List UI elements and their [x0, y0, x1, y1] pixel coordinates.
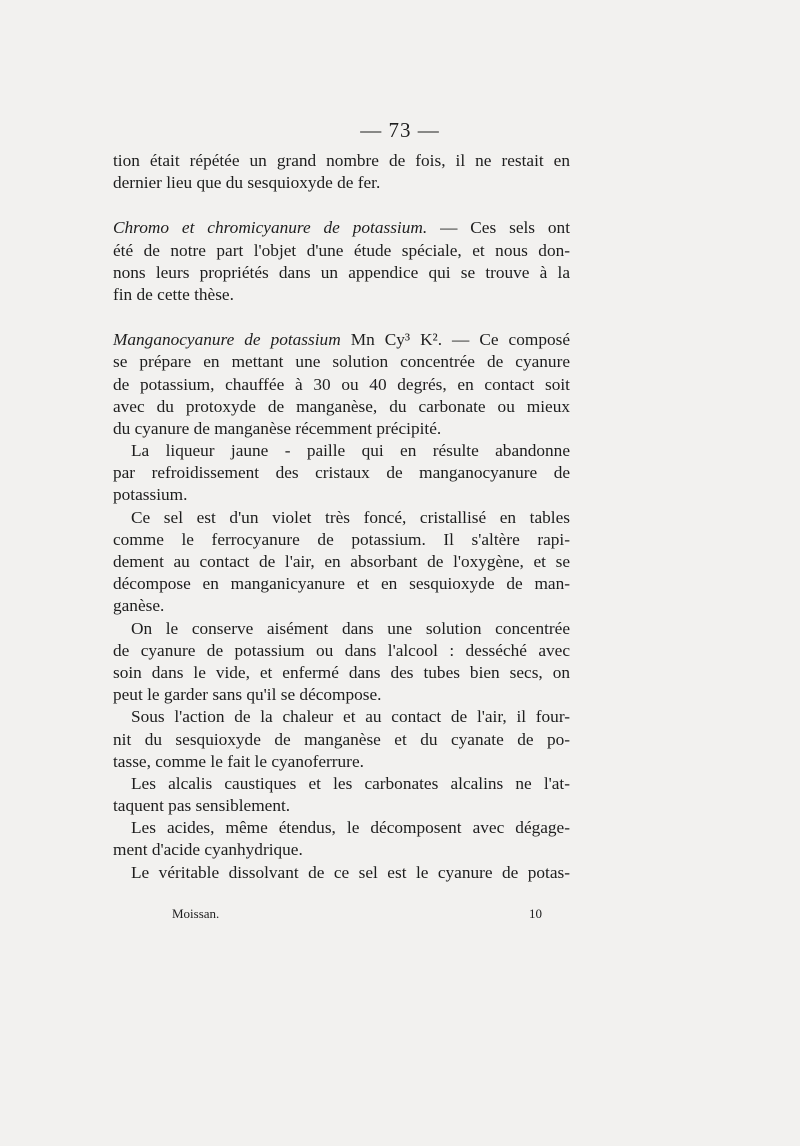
text-line: La liqueur jaune - paille qui en résulte abandonne: [131, 441, 570, 461]
body-text: [113, 150, 570, 884]
text-line: Le véritable dissolvant de ce sel est le cyanure de potas-: [131, 862, 570, 882]
text-line: se prépare en mettant une solution concentrée de cyanure: [113, 352, 570, 372]
text-line: Les alcalis caustiques et les carbonates alcalins ne l'at-: [131, 773, 570, 793]
text-line: de potassium, chauffée à 30 ou 40 degrés, en contact soit: [113, 374, 570, 394]
page-footer: [172, 906, 542, 922]
text-line: fin de cette thèse.: [113, 284, 234, 304]
text-line: dement au contact de l'air, en absorbant de l'oxygène, et se: [113, 552, 570, 571]
text-line: On le conserve aisément dans une solution concentrée: [131, 618, 570, 638]
text-line: de cyanure de potassium ou dans l'alcool : desséché avec: [113, 640, 570, 660]
text-line: du cyanure de manganèse récemment précipité.: [113, 418, 442, 438]
heading-italic: Chromo et chromicyanure de potassium.: [113, 218, 428, 238]
text-line: soin dans le vide, et enfermé dans des tubes bien secs, on: [113, 662, 570, 682]
page-number: — 73 —: [360, 118, 440, 142]
text-line: tion était répétée un grand nombre de fois, il ne restait en: [113, 151, 570, 170]
text-line: Sous l'action de la chaleur et au contact de l'air, il four-: [131, 707, 570, 727]
heading-italic: Manganocyanure de potassium: [113, 330, 341, 350]
text-line: Ce sel est d'un violet très foncé, cristallisé en tables: [131, 507, 570, 527]
text-line: ganèse.: [113, 596, 165, 616]
text-line: par refroidissement des cristaux de manganocyanure de: [113, 463, 570, 483]
text-line: potassium.: [113, 485, 188, 505]
text-line: décompose en manganicyanure et en sesquioxyde de man-: [113, 574, 570, 594]
text-line: avec du protoxyde de manganèse, du carbonate ou mieux: [113, 396, 570, 416]
text-line: [113, 217, 570, 239]
text-line: comme le ferrocyanure de potassium. Il s'altère rapi-: [113, 529, 570, 549]
footer-signature-mark: 10: [529, 906, 542, 921]
text-line: peut le garder sans qu'il se décompose.: [113, 685, 382, 705]
footer-author: Moissan.: [172, 906, 220, 921]
text-line: [113, 329, 570, 351]
text-line: taquent pas sensiblement.: [113, 796, 291, 816]
text-line: dernier lieu que du sesquioxyde de fer.: [113, 173, 381, 193]
text-line: tasse, comme le fait le cyanoferrure.: [113, 751, 364, 771]
text-line: Les acides, même étendus, le décomposent avec dégage-: [131, 818, 570, 838]
text-line: ment d'acide cyanhydrique.: [113, 840, 303, 860]
text-line: nit du sesquioxyde de manganèse et du cyanate de po-: [113, 729, 570, 749]
text-line: nons leurs propriétés dans un appendice qui se trouve à la: [113, 262, 570, 282]
text-line: été de notre part l'objet d'une étude spéciale, et nous don-: [113, 240, 570, 260]
text-run: — Ces sels ont: [427, 218, 570, 238]
text-run: Mn Cy³ K². — Ce composé: [340, 330, 570, 350]
